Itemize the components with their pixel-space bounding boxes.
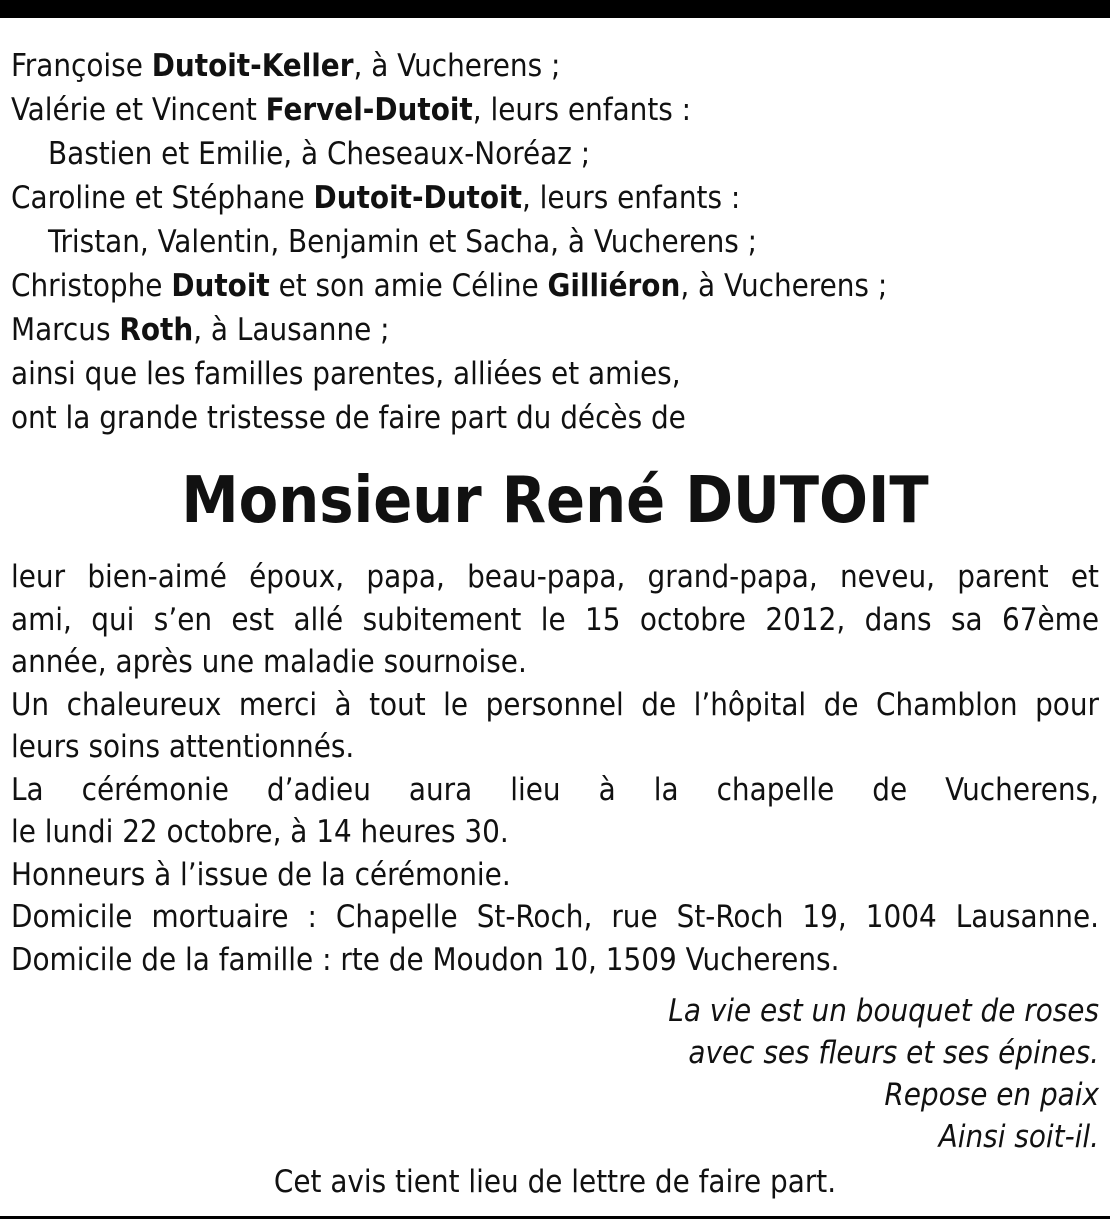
deceased-name-heading: Monsieur René DUTOIT (181, 464, 929, 538)
poem-line: La vie est un bouquet de roses (668, 993, 1099, 1029)
family-list (11, 44, 1099, 440)
body-line: Domicile de la famille : rte de Moudon 10, 1509 Vucherens. (11, 941, 840, 978)
family-line: Tristan, Valentin, Benjamin et Sacha, à Vucherens ; (48, 224, 758, 260)
family-line: Caroline et Stéphane Dutoit-Dutoit, leurs enfants : (11, 180, 741, 216)
body-line: La cérémonie d’adieu aura lieu à la chapelle de Vucherens, (11, 771, 1099, 808)
poem-line: Ainsi soit-il. (938, 1119, 1099, 1155)
family-line: Valérie et Vincent Fervel-Dutoit, leurs enfants : (11, 92, 692, 128)
closing-note: Cet avis tient lieu de lettre de faire part. (273, 1164, 837, 1200)
body-line: ami, qui s’en est allé subitement le 15 octobre 2012, dans sa 67ème (11, 601, 1099, 638)
bottom-border-rule (0, 1216, 1110, 1219)
body-line: Un chaleureux merci à tout le personnel de l’hôpital de Chamblon pour (11, 686, 1099, 723)
poem-line: Repose en paix (884, 1077, 1099, 1113)
family-line: Marcus Roth, à Lausanne ; (11, 312, 390, 348)
poem (668, 990, 1099, 1158)
family-line: Françoise Dutoit-Keller, à Vucherens ; (11, 48, 561, 84)
body-line: leur bien-aimé époux, papa, beau-papa, grand-papa, neveu, parent et (11, 559, 1099, 595)
family-line: Christophe Dutoit et son amie Céline Gilliéron, à Vucherens ; (11, 268, 888, 304)
body-line: Honneurs à l’issue de la cérémonie. (11, 856, 511, 893)
family-line: ainsi que les familles parentes, alliées et amies, (11, 356, 681, 392)
body-line: Domicile mortuaire : Chapelle St-Roch, rue St-Roch 19, 1004 Lausanne. (11, 899, 1099, 935)
announcement-body (11, 556, 1099, 981)
body-line: le lundi 22 octobre, à 14 heures 30. (11, 814, 509, 850)
family-line: ont la grande tristesse de faire part du décès de (11, 400, 686, 436)
family-line: Bastien et Emilie, à Cheseaux-Noréaz ; (48, 136, 591, 172)
top-border-rule (0, 0, 1110, 18)
body-line: leurs soins attentionnés. (11, 729, 355, 765)
poem-line: avec ses fleurs et ses épines. (688, 1035, 1099, 1071)
body-line: année, après une maladie sournoise. (11, 644, 527, 680)
